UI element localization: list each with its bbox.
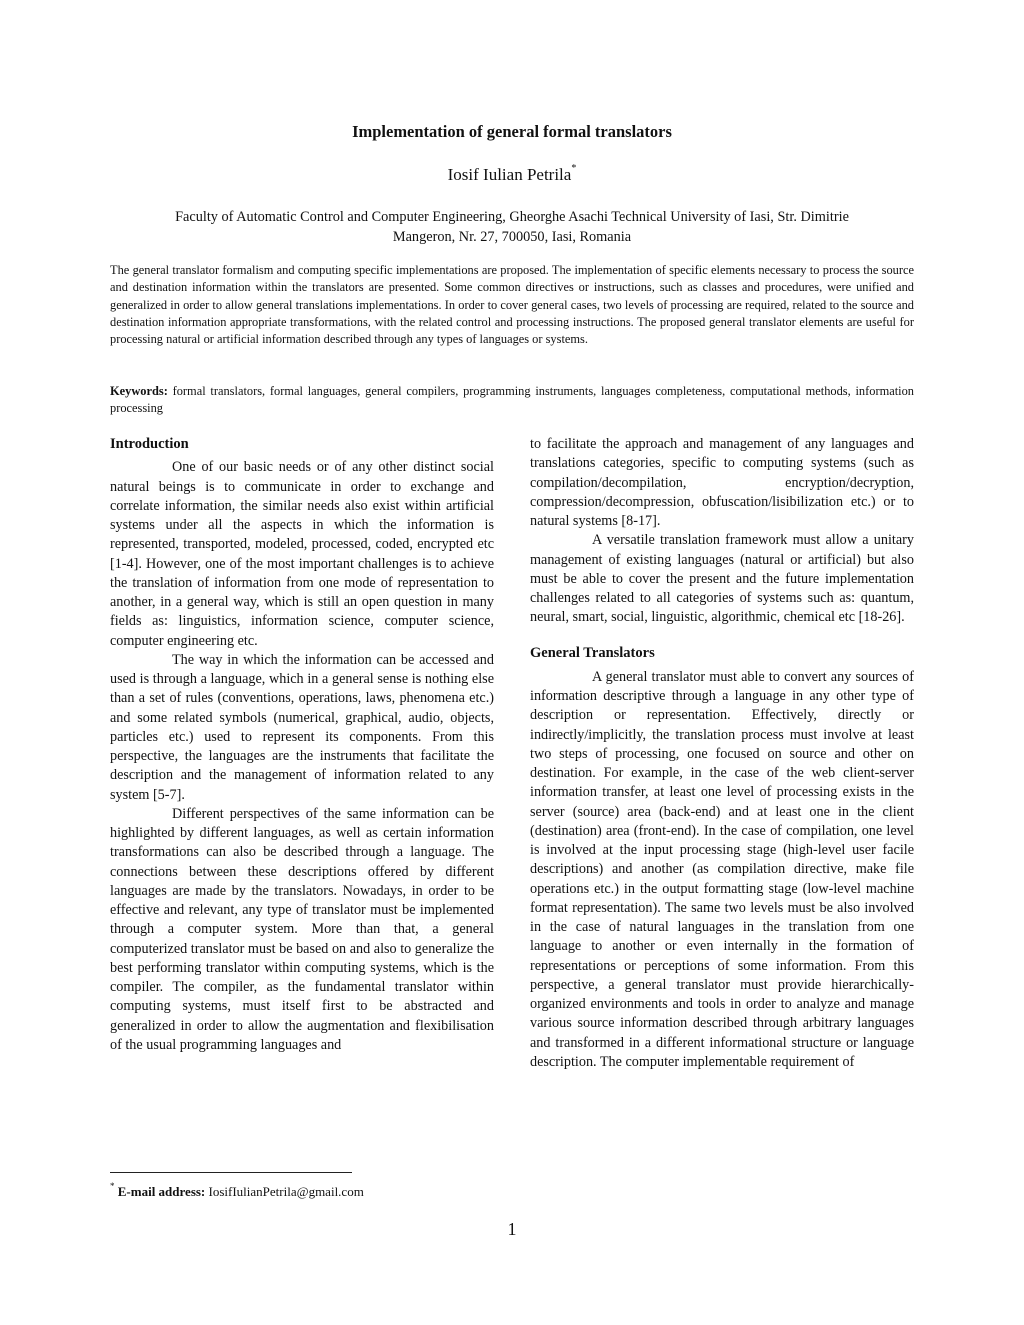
affiliation-line-1: Faculty of Automatic Control and Computer Engineering, Gheorghe Asachi Technical University of Iasi, Str. Dimitrie — [175, 209, 849, 225]
paper-title: Implementation of general formal translators — [352, 122, 672, 141]
introduction-paragraph-3-continued: to facilitate the approach and management of any languages and translations categories, specific to computing systems (such as compilation/decompilation, encryption/decryption, compression/decompression, obfuscation/lisibilization etc.) or to natural systems [8-17]. — [530, 436, 914, 529]
footnote — [110, 1181, 364, 1200]
author-footnote-mark: * — [571, 163, 577, 174]
page-number: 1 — [507, 1219, 517, 1239]
keywords — [110, 383, 914, 418]
keywords-text: formal translators, formal languages, general compilers, programming instruments, languages completeness, computational methods, information processing — [110, 384, 914, 416]
footnote-label: E-mail address: — [117, 1184, 206, 1199]
keywords-label: Keywords: — [110, 384, 168, 398]
affiliation — [110, 207, 914, 247]
footnote-mark: * — [110, 1181, 115, 1191]
author-name: Iosif Iulian Petrila — [447, 165, 572, 184]
general-translators-heading: General Translators — [530, 644, 655, 661]
footnote-email: IosifIulianPetrila@gmail.com — [208, 1184, 364, 1199]
introduction-paragraph-3: Different perspectives of the same information can be highlighted by different languages, as well as certain information transformations can also be described through a language. The connections between these descriptions offered by different languages are made by the translators. Nowadays, in order to be effective and relevant, any type of translator must be implemented through a computer system. More than that, a general computerized translator must be based on and also to generalize the best performing translator within computing systems, which is the compiler. The compiler, as the fundamental translator within computing systems, must itself first to be abstracted and generalized in order to allow the augmentation and flexibilisation of the usual programming languages and — [110, 805, 494, 1053]
footnote-separator — [110, 1172, 352, 1173]
general-translators-paragraph-1: A general translator must able to convert any sources of information descriptive through a language in any other type of description or representation. Effectively, directly or indirectly/implicitly, the translation process must involve at least two steps of processing, one focused on source and other on destination. For example, in the case of the web client-server information transfer, at least one level of processing exists in the server (source) area (back-end) and at least one in the client (destination) area (front-end). In the case of compilation, one level is involved at the input processing stage (high-level user facile descriptions) and another (as compilation directive, make file operations etc.) in the output formatting stage (low-level machine format representation). The same two levels must be also involved in the case of natural languages in the translation from one language to another or even internally in the formation of representations or perceptions of some information. From this perspective, a general translator must provide hierarchically-organized environments and tools in order to analyze and manage various source information described through arbitrary languages and transformed in a different informational structure or language description. The computer implementable requirement of — [530, 668, 914, 1070]
left-column — [110, 435, 494, 1055]
affiliation-line-2: Mangeron, Nr. 27, 700050, Iasi, Romania — [392, 229, 632, 245]
introduction-paragraph-1: One of our basic needs or of any other distinct social natural beings is to communicate in order to exchange and correlate information, the similar needs also exist within artificial systems under all the aspects in which the information is represented, transported, modeled, processed, coded, encrypted etc [1-4]. However, one of the most important challenges is to achieve the translation of information from one mode of representation to another, in a general way, which is still an open question in many fields as: linguistics, information science, computer science, computer engineering etc. — [110, 459, 494, 649]
abstract: The general translator formalism and computing specific implementations are proposed. The implementation of specific elements necessary to process the source and destination information within the translators are presented. Some common directives or instructions, such as classes and procedures, were unified and generalized in order to allow general translations implementations. In order to cover general cases, two levels of processing are required, related to the source and destination information appropriate transformations, with the related control and processing instructions. The proposed general translator elements are useful for processing natural or artificial information described through any types of languages or systems. — [110, 263, 914, 347]
right-column — [530, 435, 914, 1072]
introduction-paragraph-4: A versatile translation framework must allow a unitary management of existing languages (natural or artificial) but also must be able to cover the present and the future implementation challenges related to all categories of systems such as: quantum, neural, smart, social, linguistic, algorithmic, chemical etc [18-26]. — [530, 532, 914, 626]
introduction-heading: Introduction — [110, 436, 189, 452]
introduction-paragraph-2: The way in which the information can be accessed and used is through a language, which in a general sense is nothing else than a set of rules (conventions, operations, laws, phenomena etc.) and some related symbols (numerical, graphical, audio, objects, particles etc.) used to represent its components. From this perspective, the languages are the instruments that facilitate the description and the management of information related to any system [5-7]. — [110, 651, 494, 803]
author-line — [0, 165, 1024, 185]
